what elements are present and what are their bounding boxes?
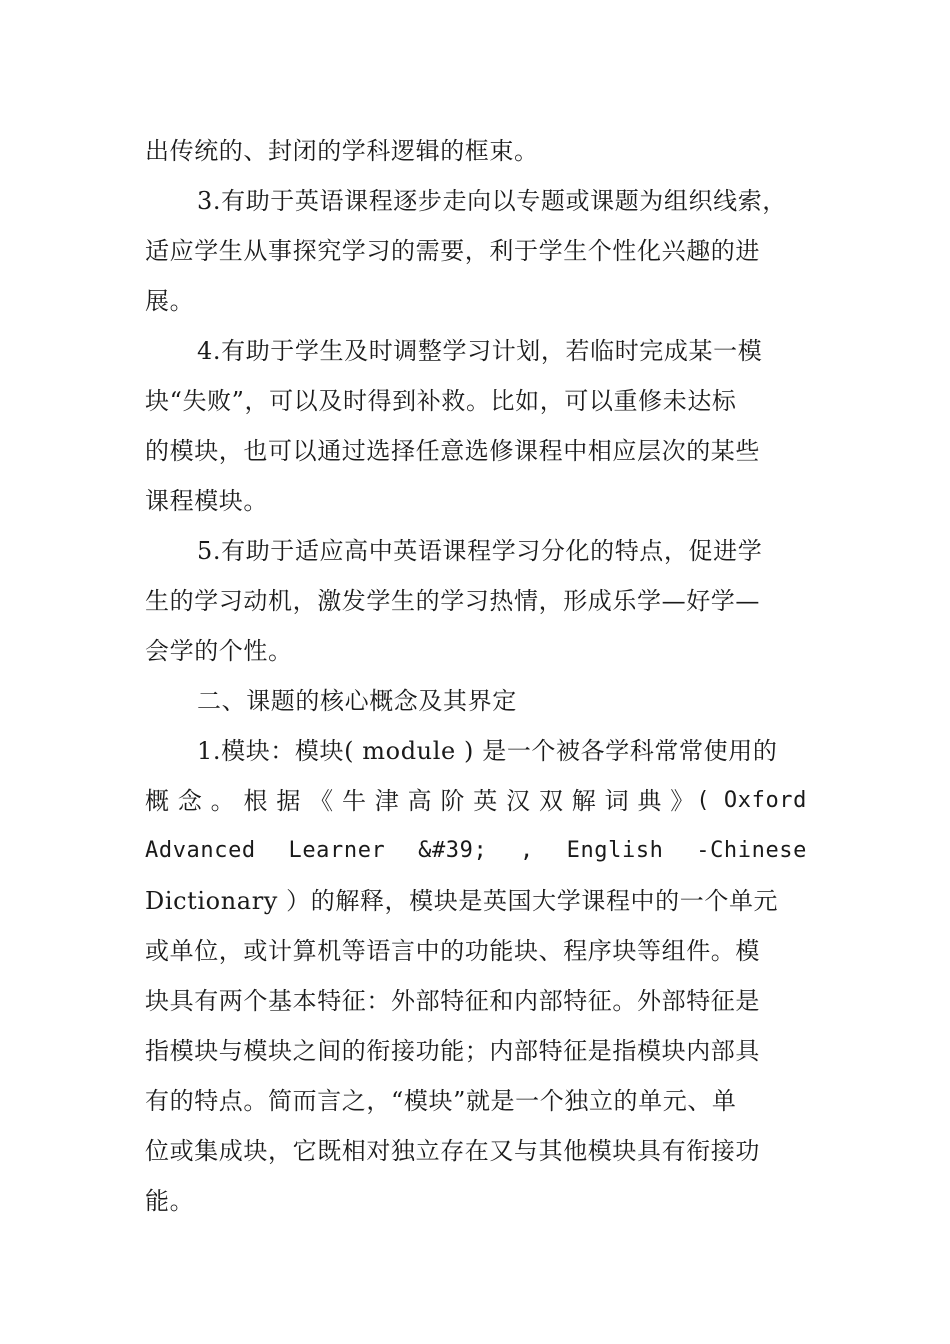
text-segment: &#39; xyxy=(418,838,488,863)
text-line: 或单位，或计算机等语言中的功能块、程序块等组件。模 xyxy=(145,937,760,965)
text-line: 生的学习动机，激发学生的学习热情，形成乐学—好学— xyxy=(145,587,760,615)
section-heading: 二、课题的核心概念及其界定 xyxy=(197,687,517,715)
text-segment: Learner xyxy=(288,838,386,863)
text-line: 会学的个性。 xyxy=(145,637,293,665)
text-line: 有的特点。简而言之，“模块”就是一个独立的单元、单 xyxy=(145,1087,737,1115)
text-line: 课程模块。 xyxy=(145,487,268,515)
text-line: 适应学生从事探究学习的需要，利于学生个性化兴趣的进 xyxy=(145,237,760,265)
text-segment: , xyxy=(520,838,534,863)
text-segment: English xyxy=(566,838,664,863)
text-line: 块“失败”，可以及时得到补救。比如，可以重修未达标 xyxy=(145,387,737,415)
text-line-justified xyxy=(145,826,807,876)
text-line: 的模块，也可以通过选择任意选修课程中相应层次的某些 xyxy=(145,437,760,465)
text-line: 出传统的、封闭的学科逻辑的框束。 xyxy=(145,137,539,165)
text-line: 块具有两个基本特征：外部特征和内部特征。外部特征是 xyxy=(145,987,760,1015)
text-segment: 概 念 。 根 据 《 牛 津 高 阶 英 汉 双 解 词 典 》 xyxy=(145,787,695,815)
text-line: 位或集成块，它既相对独立存在又与其他模块具有衔接功 xyxy=(145,1137,760,1165)
text-line: 能。 xyxy=(145,1187,195,1215)
definition-paragraph: 1.模块：模块( module ) 是一个被各学科常常使用的 xyxy=(197,737,778,765)
text-line: 展。 xyxy=(145,287,195,315)
text-line: Dictionary ）的解释，模块是英国大学课程中的一个单元 xyxy=(145,887,779,915)
paragraph-item-3: 3.有助于英语课程逐步走向以专题或课题为组织线索， xyxy=(197,187,787,215)
text-line-justified xyxy=(145,776,807,826)
text-segment: -Chinese xyxy=(696,838,807,863)
text-segment: Advanced xyxy=(145,838,256,863)
text-segment: ( Oxford xyxy=(696,788,807,813)
paragraph-item-5: 5.有助于适应高中英语课程学习分化的特点，促进学 xyxy=(197,537,763,565)
document-body xyxy=(145,126,807,1226)
text-line: 指模块与模块之间的衔接功能；内部特征是指模块内部具 xyxy=(145,1037,760,1065)
paragraph-item-4: 4.有助于学生及时调整学习计划，若临时完成某一模 xyxy=(197,337,763,365)
